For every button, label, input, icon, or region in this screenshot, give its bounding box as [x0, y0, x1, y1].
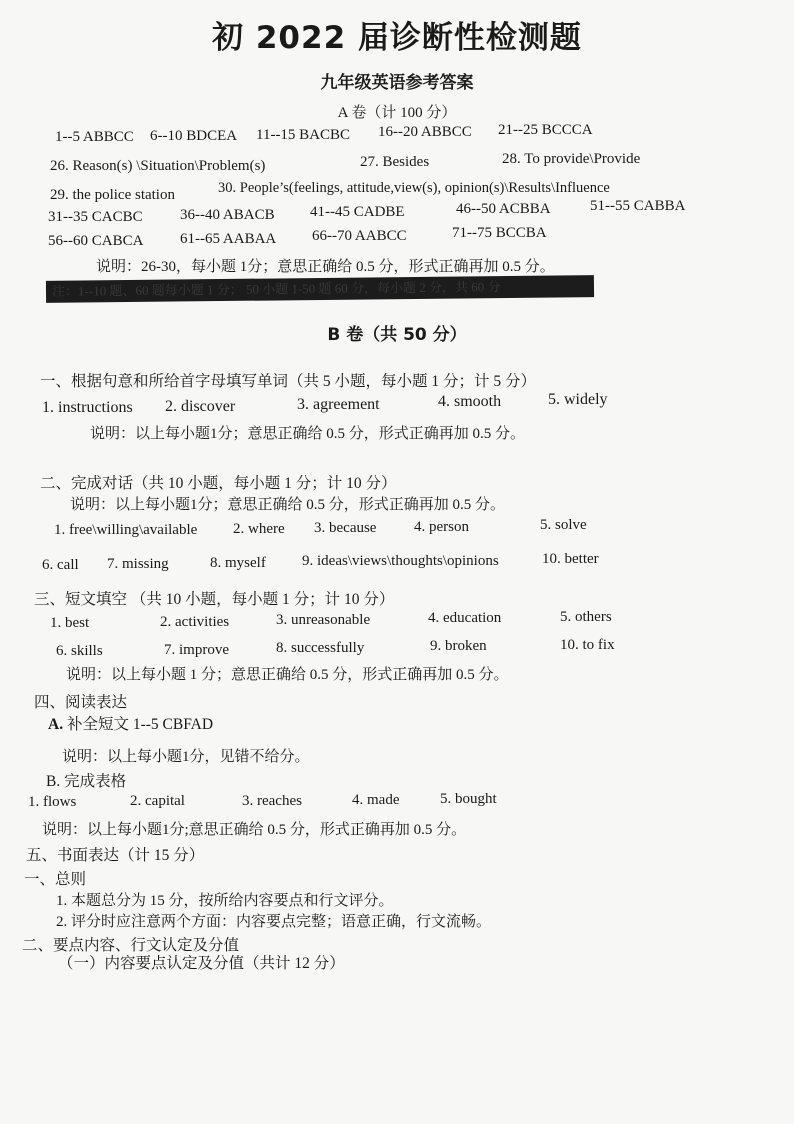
answer-item: 26. Reason(s) \Situation\Problem(s) — [50, 158, 266, 174]
answer-item: 1. free\willing\available — [54, 522, 198, 538]
subpart-a-text: 补全短文 1--5 CBFAD — [66, 716, 214, 733]
answer-group: 61--65 AABAA — [180, 231, 277, 247]
answer-item: 4. person — [414, 519, 469, 535]
scoring-note: 说明：以上每小题 1 分；意思正确给 0.5 分，形式正确再加 0.5 分。 — [66, 667, 509, 683]
answer-item: 5. bought — [440, 791, 497, 807]
rule-subheading: （一）内容要点认定及分值（共计 12 分） — [58, 955, 345, 972]
answer-item: 1. flows — [28, 794, 77, 810]
answer-group: 11--15 BACBC — [256, 127, 351, 143]
answer-item: 1. instructions — [42, 399, 133, 416]
answer-item: 5. others — [560, 609, 612, 625]
answer-item: 1. best — [50, 615, 90, 631]
answer-item: 2. where — [233, 521, 285, 537]
rule-item: 1. 本题总分为 15 分，按所给内容要点和行文评分。 — [56, 893, 394, 909]
answer-item: 9. broken — [430, 638, 487, 654]
answer-item: 29. the police station — [50, 187, 175, 203]
answer-item: 8. successfully — [276, 640, 365, 656]
answer-item: 2. discover — [165, 398, 236, 415]
part-heading: 三、短文填空 （共 10 小题，每小题 1 分；计 10 分） — [34, 591, 395, 608]
answer-group: 41--45 CADBE — [310, 204, 405, 220]
answer-item: 2. capital — [130, 793, 185, 809]
section-a-heading: A 卷（计 100 分） — [337, 105, 457, 121]
obscured-note-bar: 注：1--10 题、60 题每小题 1 分； 50 小题 1-50 题 60 分，每小题 2 分，共 60 分 — [46, 275, 594, 303]
scoring-note: 说明：以上每小题1分，见错不给分。 — [62, 749, 310, 765]
answer-item: 27. Besides — [360, 154, 430, 170]
answer-item: 28. To provide\Provide — [502, 151, 641, 167]
answer-item: 5. solve — [540, 517, 587, 533]
answer-group: 6--10 BDCEA — [150, 128, 238, 144]
answer-item: 2. activities — [160, 614, 230, 630]
answer-item: 30. People’s(feelings, attitude,view(s), opinion(s)\Results\Influence — [218, 180, 610, 196]
part-heading: 一、根据句意和所给首字母填写单词（共 5 小题，每小题 1 分；计 5 分） — [40, 373, 537, 390]
subpart-a-label: A. — [48, 716, 64, 733]
answer-item: 6. skills — [56, 643, 103, 659]
answer-group: 31--35 CACBC — [48, 209, 143, 225]
answer-group: 51--55 CABBA — [590, 198, 686, 214]
page-subtitle: 九年级英语参考答案 — [320, 73, 474, 93]
scoring-note: 说明：以上每小题1分;意思正确给 0.5 分，形式正确再加 0.5 分。 — [42, 822, 467, 838]
answer-item: 4. made — [352, 792, 400, 808]
answer-item: 7. improve — [164, 642, 229, 658]
answer-item: 6. call — [42, 557, 79, 573]
rule-item: 2. 评分时应注意两个方面：内容要点完整；语意正确，行文流畅。 — [56, 914, 492, 930]
part-heading: 四、阅读表达 — [34, 694, 128, 711]
section-b-heading: B 卷（共 50 分） — [327, 325, 467, 345]
subpart-a — [48, 712, 213, 734]
answer-item: 10. better — [542, 551, 599, 567]
answer-group: 56--60 CABCA — [48, 233, 144, 249]
scoring-note: 说明：以上每小题1分；意思正确给 0.5 分，形式正确再加 0.5 分。 — [90, 426, 526, 442]
part-heading: 五、书面表达（计 15 分） — [26, 847, 205, 864]
answer-group: 66--70 AABCC — [312, 228, 407, 244]
page-title: 初 2022 届诊断性检测题 — [212, 20, 582, 56]
answer-item: 8. myself — [210, 555, 266, 571]
scoring-note: 说明：以上每小题1分；意思正确给 0.5 分，形式正确再加 0.5 分。 — [70, 497, 506, 513]
answer-item: 3. agreement — [297, 396, 380, 413]
answer-group: 16--20 ABBCC — [378, 124, 472, 140]
answer-item: 9. ideas\views\thoughts\opinions — [302, 553, 499, 569]
answer-group: 71--75 BCCBA — [452, 225, 547, 241]
answer-item: 7. missing — [107, 556, 169, 572]
rule-heading: 二、要点内容、行文认定及分值 — [22, 937, 240, 954]
answer-item: 10. to fix — [560, 637, 615, 653]
answer-item: 3. because — [314, 520, 377, 536]
scoring-note: 说明：26-30，每小题 1分；意思正确给 0.5 分，形式正确再加 0.5 分。 — [96, 259, 555, 275]
answer-item: 3. unreasonable — [276, 612, 371, 628]
answer-item: 4. smooth — [438, 393, 502, 410]
answer-group: 36--40 ABACB — [180, 207, 275, 223]
subpart-heading: B. 完成表格 — [46, 773, 127, 790]
answer-group: 1--5 ABBCC — [55, 129, 134, 145]
answer-item: 3. reaches — [242, 793, 302, 809]
answer-group: 46--50 ACBBA — [456, 201, 551, 217]
answer-group: 21--25 BCCCA — [498, 122, 593, 138]
rule-heading: 一、总则 — [24, 871, 87, 888]
part-heading: 二、完成对话（共 10 小题，每小题 1 分；计 10 分） — [40, 475, 397, 492]
answer-item: 4. education — [428, 610, 502, 626]
answer-item: 5. widely — [548, 391, 608, 408]
